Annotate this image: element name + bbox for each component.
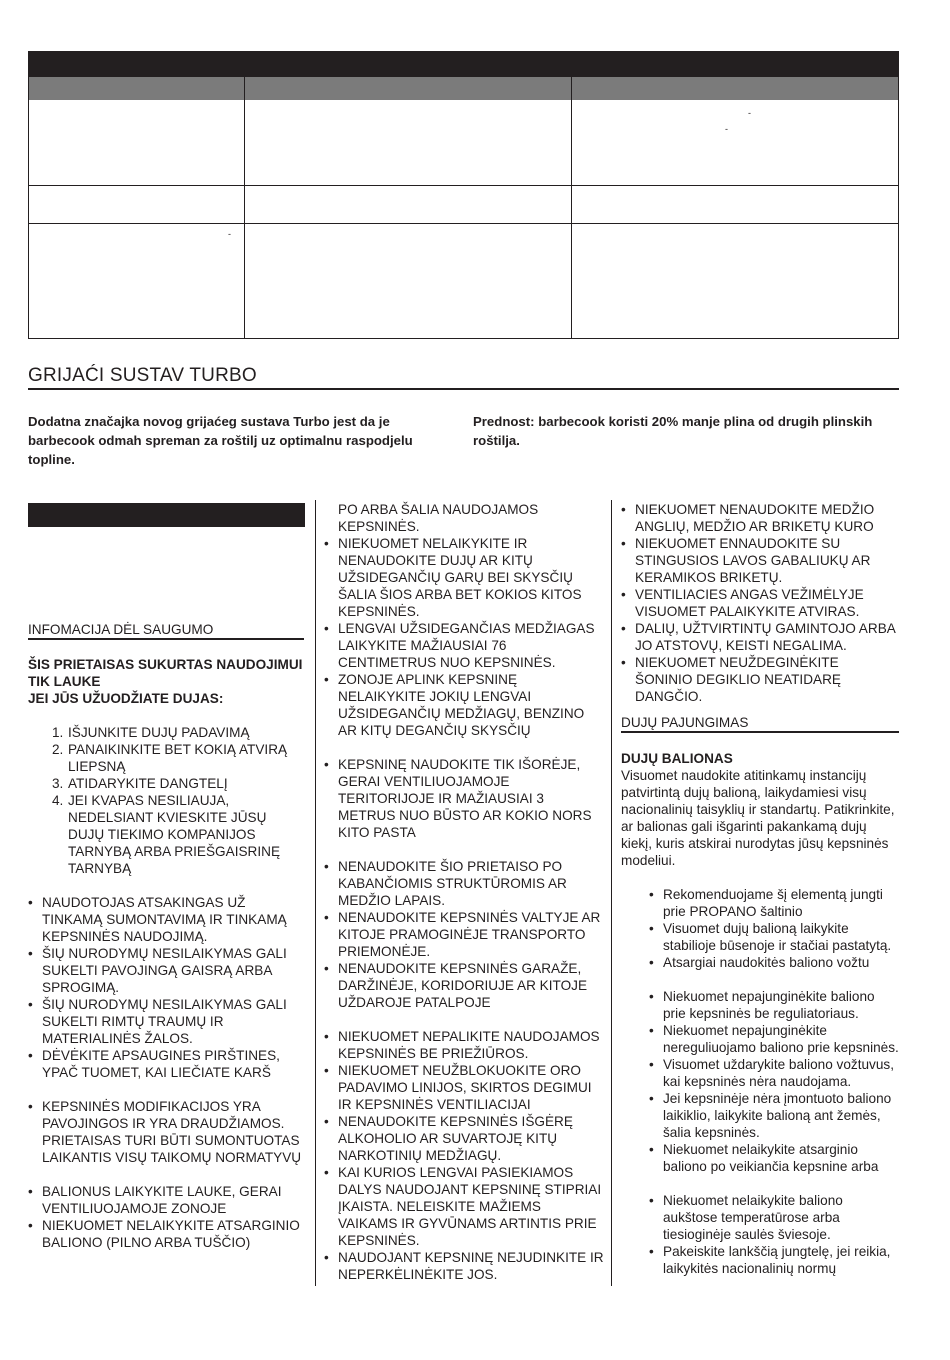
table-header-cell-3 — [572, 77, 898, 100]
intro-left: Dodatna značajka novog grijaćeg sustava Turbo jest da je barbecook odmah spreman za roštilj uz optimalnu raspodjelu topline. — [28, 414, 413, 467]
list-item: • NENAUDOKITE KEPSNINĖS VALTYJE AR KITOJE PRAMOGINĖJE TRANSPORTO PRIEMONĖJE. — [324, 910, 601, 959]
gas-bottle-subheading: DUJŲ BALIONAS — [621, 751, 733, 766]
section-divider — [28, 388, 899, 390]
list-item: • NIEKUOMET NEPALIKITE NAUDOJAMOS KEPSNINĖS BE PRIEŽIŪROS. — [324, 1029, 600, 1061]
list-item: • NAUDOJANT KEPSNINĘ NEJUDINKITE IR NEPERKĖLINĖKITE JOS. — [324, 1250, 604, 1282]
column-divider — [315, 500, 316, 1286]
column-3-content — [621, 750, 899, 1277]
outdoor-use-notice: ŠIS PRIETAISAS SUKURTAS NAUDOJIMUI TIK LAUKE — [28, 657, 303, 689]
table-hyphen: - — [748, 108, 751, 118]
list-item: 2. PANAIKINKITE BET KOKIĄ ATVIRĄ LIEPSNĄ — [52, 742, 288, 774]
list-item: • VENTILIACIES ANGAS VEŽIMĖLYJE VISUOMET PALAIKYKITE ATVIRAS. — [621, 587, 864, 619]
list-item: • Niekuomet nepajunginėkite nereguliuojamo baliono prie kepsninės. — [649, 1023, 899, 1055]
intro-right: Prednost: barbecook koristi 20% manje plina od drugih plinskih roštilja. — [473, 414, 873, 448]
list-item: 4. JEI KVAPAS NESILIAUJA, NEDELSIANT KVIESKITE JŪSŲ DUJŲ TIEKIMO KOMPANIJOS TARNYBĄ ARBA PRIEŠGAISRINĘ TARNYBĄ — [52, 793, 281, 876]
list-item: • Rekomenduojame šį elementą jungti prie PROPANO šaltinio — [649, 887, 883, 919]
list-item: • NENAUDOKITE ŠIO PRIETAISO PO KABANČIOMIS STRUKTŪROMIS AR MEDŽIO LAPAIS. — [324, 859, 567, 908]
table-hyphen: - — [228, 229, 231, 239]
gas-connection-heading: DUJŲ PAJUNGIMAS — [621, 715, 749, 730]
list-item: • KEPSNINĖS MODIFIKACIJOS YRA PAVOJINGOS IR YRA DRAUDŽIAMOS. PRIETAISAS TURI BŪTI SUMONTUOTAS LAIKANTIS VISŲ TAIKOMŲ NORMATYVŲ — [28, 1099, 302, 1165]
table-row-divider — [29, 223, 898, 224]
warning-bullets-d — [324, 1028, 604, 1283]
list-item: • Atsargiai naudokitės baliono vožtu — [649, 955, 870, 970]
column-1-content — [28, 656, 304, 1251]
gas-connection-rule — [621, 731, 899, 733]
gas-bottle-bullets-b — [649, 988, 899, 1175]
list-item: 1. IŠJUNKITE DUJŲ PADAVIMĄ — [52, 725, 250, 740]
list-item: • NIEKUOMET NELAIKYKITE IR NENAUDOKITE DUJŲ AR KITŲ UŽSIDEGANČIŲ GARŲ BEI SKYSČIŲ ŠALIA ŠIOS ARBA BET KOKIOS KITOS KEPSNINĖS. — [324, 536, 582, 619]
list-item: • KAI KURIOS LENGVAI PASIEKIAMOS DALYS NAUDOJANT KEPSNINĘ STIPRIAI ĮKAISTA. NELEISKITE MAŽIEMS VAIKAMS IR GYVŪNAMS ARTINTIS PRIE KEPSNINĖS. — [324, 1165, 602, 1248]
gas-bottle-bullets-a — [649, 886, 899, 971]
gas-bottle-paragraph: Visuomet naudokite atitinkamų instancijų patvirtintą dujų balioną, laikydamiesi visų nacionalinių taisyklių ir standartų. Patikrinkite, ar balionas gali išgarinti pakankamą dujų kiekį, kuris atskirai nurodytas jūsų kepsninės modeliui. — [621, 768, 895, 868]
warning-bullets-b — [324, 756, 604, 841]
list-item: • Niekuomet nelaikykite atsarginio baliono po veikiančia kepsnine arba — [649, 1142, 879, 1174]
safety-heading: INFOMACIJA DĖL SAUGUMO — [28, 622, 214, 637]
list-item: • ZONOJE APLINK KEPSNINĘ NELAIKYKITE JOKIŲ LENGVAI UŽSIDEGANČIŲ MEDŽIAGŲ, BENZINO AR KITŲ DEGANČIŲ SKYSČIŲ — [324, 672, 585, 738]
section-title: GRIJAĆI SUSTAV TURBO — [28, 365, 257, 386]
list-item: • ŠIŲ NURODYMŲ NESILAIKYMAS GALI SUKELTI PAVOJINGĄ GAISRĄ ARBA SPROGIMĄ. — [28, 946, 287, 995]
list-item: • Niekuomet nepajunginėkite baliono prie kepsninės be reguliatoriaus. — [649, 989, 875, 1021]
list-item: • NIEKUOMET ENNAUDOKITE SU STINGUSIOS LAVOS GABALIUKŲ AR KERAMIKOS BRIKETŲ. — [621, 536, 871, 585]
safety-bullets-a — [28, 894, 304, 1081]
gas-smell-notice: JEI JŪS UŽUODŽIATE DUJAS: — [28, 691, 224, 706]
list-item: • LENGVAI UŽSIDEGANČIAS MEDŽIAGAS LAIKYKITE MAŽIAUSIAI 76 CENTIMETRUS NUO KEPSNINĖS. — [324, 621, 595, 670]
safety-bullets-b — [28, 1098, 304, 1166]
list-item: • Jei kepsninėje nėra įmontuoto baliono laikiklio, laikykite balioną ant žemės, šalia kepsninės. — [649, 1091, 892, 1140]
table-hyphen: - — [725, 124, 728, 134]
list-item: • DĖVĖKITE APSAUGINES PIRŠTINES, YPAČ TUOMET, KAI LIEČIATE KARŠ — [28, 1048, 280, 1080]
list-item: • NAUDOTOJAS ATSAKINGAS UŽ TINKAMĄ SUMONTAVIMĄ IR TINKAMĄ KEPSNINĖS NAUDOJIMĄ. — [28, 895, 287, 944]
fuel-bullets — [621, 501, 899, 705]
list-item: • Visuomet dujų balioną laikykite stabilioje būsenoje ir stačiai pastatytą. — [649, 921, 892, 953]
column-header-bar — [28, 503, 305, 527]
warning-bullets-a — [324, 535, 604, 739]
continued-text: PO ARBA ŠALIA NAUDOJAMOS KEPSNINĖS. — [338, 502, 539, 534]
safety-bullets-c — [28, 1183, 304, 1251]
column-divider — [611, 500, 612, 1286]
list-item: • Niekuomet nelaikykite baliono aukštose temperatūrose arba tiesioginėje saulės šviesoje. — [649, 1193, 843, 1242]
gas-bottle-bullets-c — [649, 1192, 899, 1277]
table-column-divider — [571, 77, 572, 339]
column-3-top — [621, 501, 899, 705]
list-item: • BALIONUS LAIKYKITE LAUKE, GERAI VENTILIUOJAMOJE ZONOJE — [28, 1184, 282, 1216]
list-item: • NIEKUOMET NELAIKYKITE ATSARGINIO BALIONO (PILNO ARBA TUŠČIO) — [28, 1218, 300, 1250]
list-item: • KEPSNINĘ NAUDOKITE TIK IŠORĖJE, GERAI VENTILIUOJAMOJE TERITORIJOJE IR MAŽIAUSIAI 3 METRUS NUO BŪSTO AR KOKIO NORS KITO PASTA — [324, 757, 592, 840]
list-item: 3. ATIDARYKITE DANGTELĮ — [52, 776, 228, 791]
column-2-content — [324, 501, 604, 1283]
list-item: • Visuomet uždarykite baliono vožtuvus, kai kepsninės nėra naudojama. — [649, 1057, 894, 1089]
safety-heading-rule — [28, 638, 304, 640]
table-header-cell-1 — [29, 77, 244, 100]
warning-bullets-c — [324, 858, 604, 1011]
list-item: • NENAUDOKITE KEPSNINĖS GARAŽE, DARŽINĖJE, KORIDORIUJE AR KITOJE UŽDAROJE PATALPOJE — [324, 961, 588, 1010]
table-column-divider — [244, 77, 245, 339]
list-item: • NIEKUOMET NEUŽDEGINĖKITE ŠONINIO DEGIKLIO NEATIDARĘ DANGČIO. — [621, 655, 841, 704]
troubleshooting-table — [28, 51, 899, 339]
list-item: • NIEKUOMET NEUŽBLOKUOKITE ORO PADAVIMO LINIJOS, SKIRTOS DEGIMUI IR KEPSNINĖS VENTILIACIJAI — [324, 1063, 592, 1112]
table-row-divider — [29, 185, 898, 186]
table-header-cell-2 — [245, 77, 571, 100]
list-item: • DALIŲ, UŽTVIRTINTŲ GAMINTOJO ARBA JO ATSTOVŲ, KEISTI NEGALIMA. — [621, 621, 896, 653]
table-title-bar — [29, 51, 898, 77]
list-item: • NIEKUOMET NENAUDOKITE MEDŽIO ANGLIŲ, MEDŽIO AR BRIKETŲ KURO — [621, 502, 875, 534]
gas-smell-steps — [52, 724, 304, 877]
list-item: • Pakeiskite lankščią jungtelę, jei reikia, laikykitės nacionalinių normų — [649, 1244, 891, 1276]
list-item: • NENAUDOKITE KEPSNINĖS IŠGĖRĘ ALKOHOLIO AR SUVARTOJĘ KITŲ NARKOTINIŲ MEDŽIAGŲ. — [324, 1114, 573, 1163]
list-item: • ŠIŲ NURODYMŲ NESILAIKYMAS GALI SUKELTI RIMTŲ TRAUMŲ IR MATERIALINĖS ŽALOS. — [28, 997, 287, 1046]
